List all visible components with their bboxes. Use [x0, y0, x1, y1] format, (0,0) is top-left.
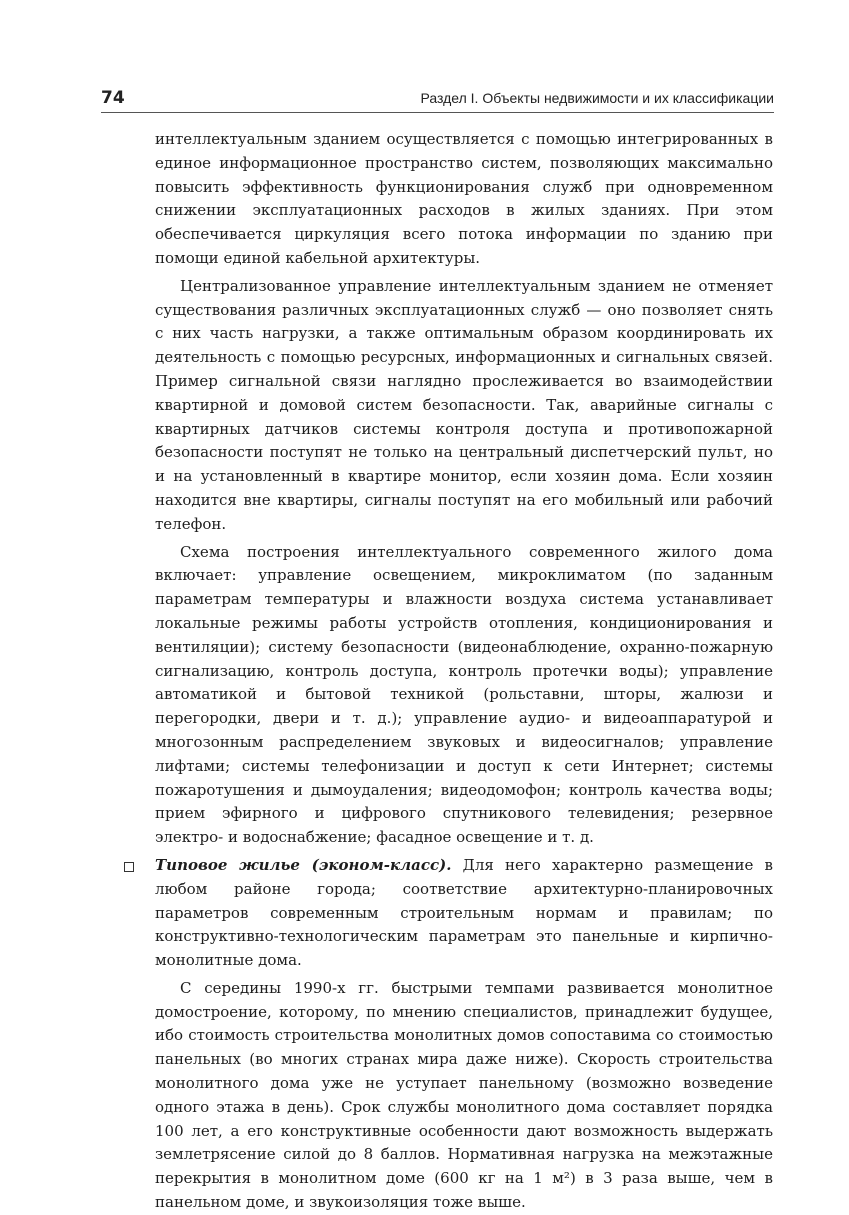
paragraph-2: Централизованное управление интеллектуальным зданием не отменяет существования различных эксплуатационных служб — оно позволяет снять с них часть нагрузки, а также оптимальным образом координировать их деятельность с помощью ресурсных, информационных и сигнальных связей. Пример сигнальной связи наглядно прослеживается во взаимодействии квартирной и домовой систем безопасности. Так, аварийные сигналы с квартирных датчиков системы контроля доступа и противопожарной безопасности поступят не только на центральный диспетчерский пульт, но и на установленный в квартире монитор, если хозяин дома. Если хозяин находится вне квартиры, сигналы поступят на его мобильный или рабочий телефон. [155, 276, 773, 533]
paragraph-1: интеллектуальным зданием осуществляется с помощью интегрированных в единое информационное пространство систем, позволяющих максимально повысить эффективность функционирования служб при одновременном снижении эксплуатационных расходов в жилых зданиях. При этом обеспечивается циркуляция всего потока информации по зданию при помощи единой кабельной архитектуры. [155, 130, 773, 267]
bullet-term: Типовое жилье (эконом-класс). [155, 855, 452, 874]
paragraph-3: Схема построения интеллектуального современного жилого дома включает: управление освещением, микроклиматом (по заданным параметрам температуры и влажности воздуха система устанавливает локальные режимы работы устройств отопления, кондиционирования и вентиляции); систему безопасности (видеонаблюдение, охранно-пожарную сигнализацию, контроль доступа, контроль протечки воды); управление автоматикой и бытовой техникой (рольставни, шторы, жалюзи и перегородки, двери и т. д.); управление аудио- и видеоаппаратурой и многозонным распределением звуковых и видеосигналов; управление лифтами; системы телефонизации и доступ к сети Интернет; системы пожаротушения и дымоудаления; видеодомофон; контроль качества воды; прием эфирного и цифрового спутникового телевидения; резервное электро- и водоснабжение; фасадное освещение и т. д. [155, 542, 773, 847]
checkbox-bullet-icon [124, 862, 134, 872]
bullet-item-economy-housing [155, 854, 773, 973]
paragraph-5: С середины 1990-х гг. быстрыми темпами развивается монолитное домостроение, которому, по мнению специалистов, принадлежит будущее, ибо стоимость строительства монолитных домов сопоставима со стоимостью панельных (во многих странах мира даже ниже). Скорость строительства монолитного дома уже не уступает панельному (возможно возведение одного этажа в день). Срок службы монолитного дома составляет порядка 100 лет, а его конструктивные особенности дают возможность выдержать землетрясение силой до 8 баллов. Нормативная нагрузка на межэтажные перекрытия в монолитном доме (600 кг на 1 м²) в 3 раза выше, чем в панельном доме, и звукоизоляция тоже выше. [155, 978, 773, 1212]
page-header [101, 86, 774, 113]
page-body [155, 128, 773, 1215]
page-number: 74 [101, 88, 125, 108]
running-title: Раздел I. Объекты недвижимости и их классификации [420, 90, 774, 106]
bullet-text: Для него характерно размещение в любом районе города; соответствие архитектурно-планировочных параметров современным строительным нормам и правилам; по конструктивно-технологическим параметрам это панельные и кирпично-монолитные дома. [155, 855, 773, 970]
